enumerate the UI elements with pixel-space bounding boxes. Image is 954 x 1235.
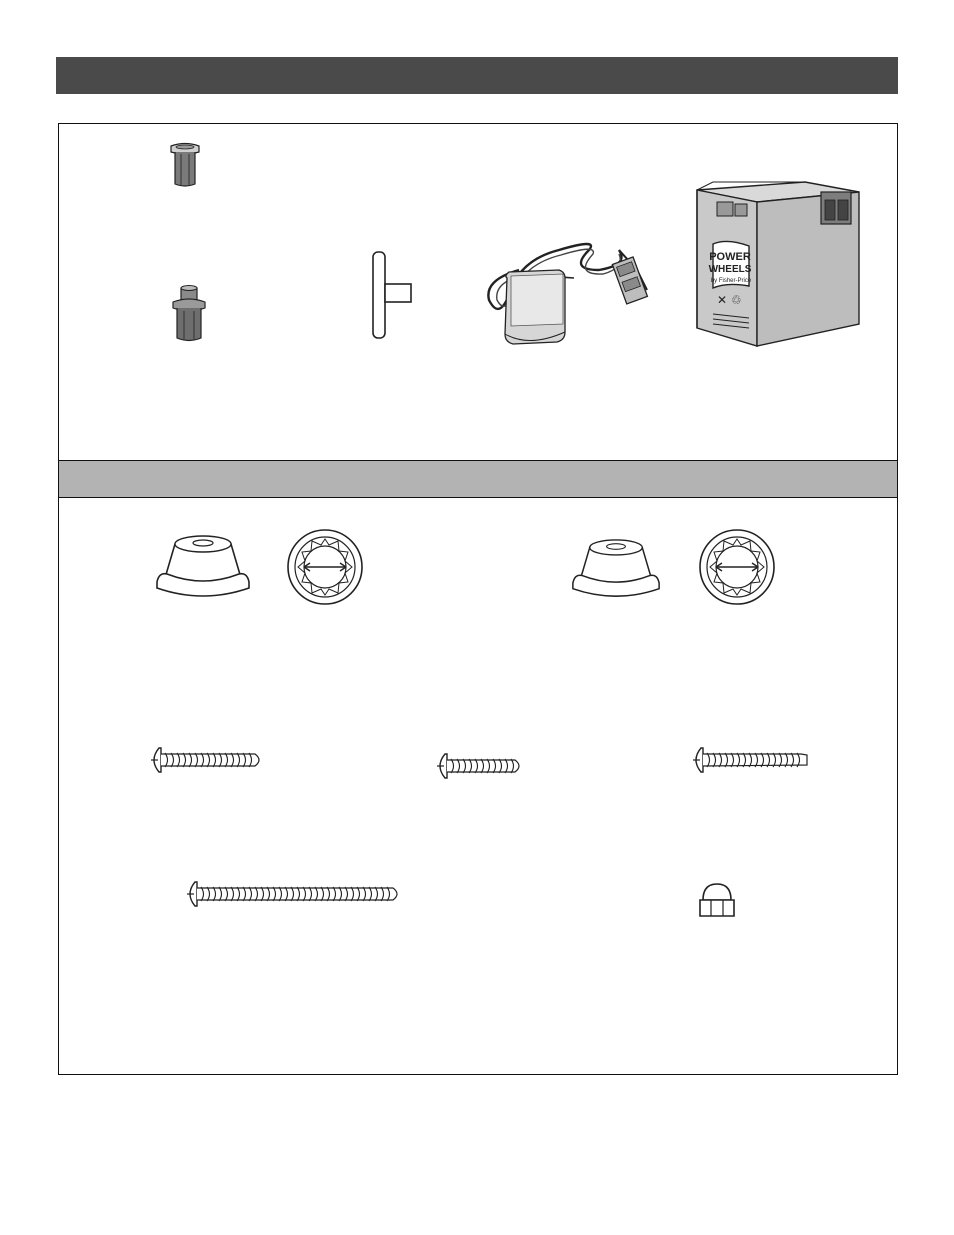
screw-icon	[147, 746, 267, 774]
svg-text:✕ ♲: ✕ ♲	[717, 293, 742, 307]
hub-cap-icon	[155, 534, 251, 600]
hub-cap-icon	[571, 538, 661, 600]
battery-icon	[693, 178, 863, 348]
page-title-bar	[56, 57, 898, 94]
cap-nut-icon	[695, 882, 739, 922]
battery-charger-icon	[479, 220, 654, 355]
wheel-adapter-icon	[169, 284, 209, 344]
lock-nut-icon	[697, 522, 777, 612]
tee-wrench-icon	[367, 250, 417, 342]
screw-icon	[183, 880, 405, 908]
lock-nut-icon	[285, 522, 365, 612]
wheel-adapter-icon	[165, 142, 205, 192]
screw-icon	[433, 752, 527, 780]
battery-brand-line2: WHEELS	[708, 264, 752, 275]
screw-icon	[689, 746, 813, 774]
parts-panel	[58, 123, 898, 1075]
section-divider-bar	[59, 460, 897, 498]
battery-brand-line1: POWER	[709, 251, 751, 263]
battery-brand-sub: by Fisher-Price	[710, 278, 752, 284]
